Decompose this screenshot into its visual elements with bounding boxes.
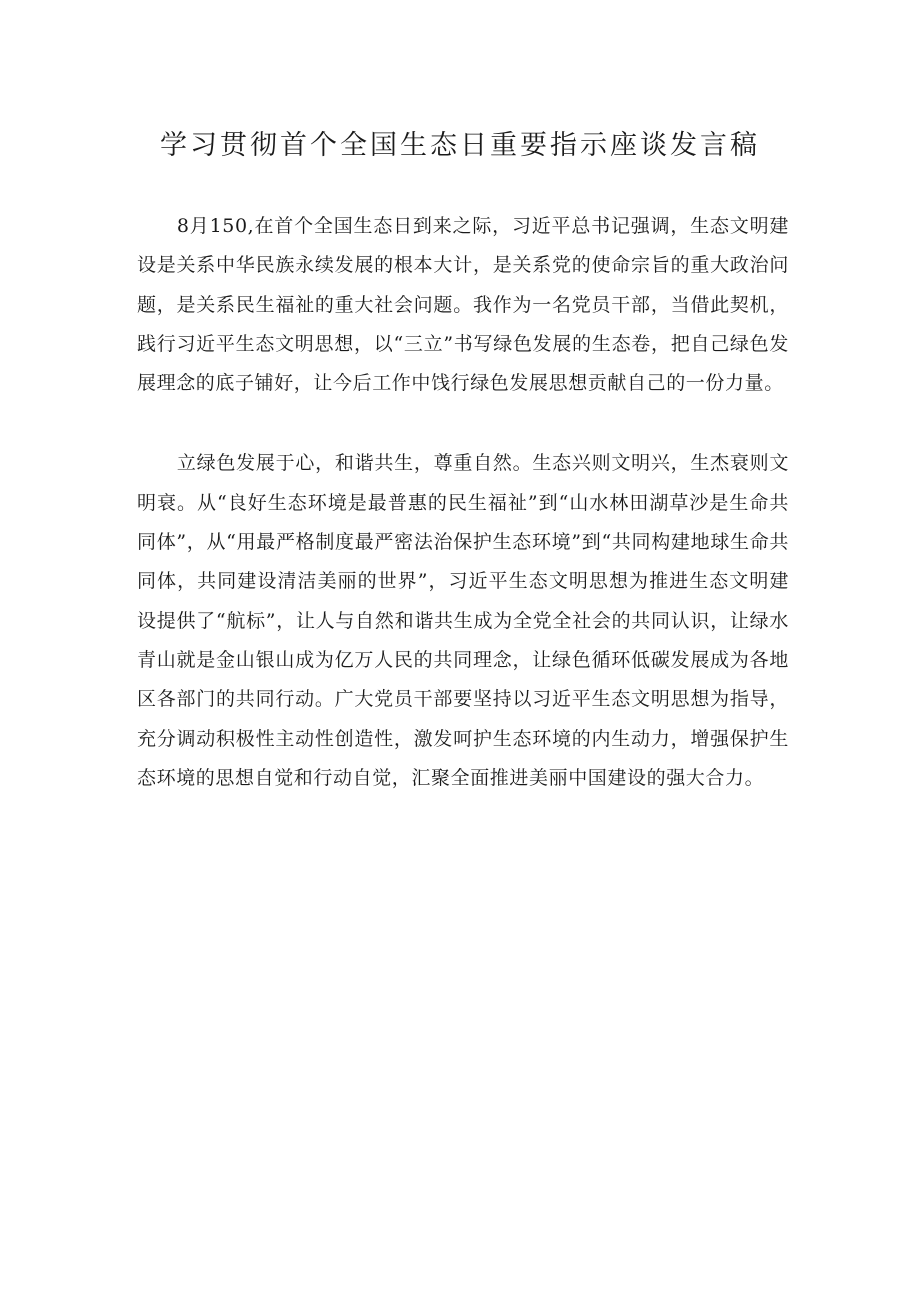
- paragraph-2: 立绿色发展于心，和谐共生，尊重自然。生态兴则文明兴，生杰衰则文明衰。从“良好生态环境是最普惠的民生福祉”到“山水林田湖草沙是生命共同体”，从“用最严格制度最严密法治保护生态环境”到“共同构建地球生命共同体，共同建设清洁美丽的世界”，习近平生态文明思想为推进生态文明建设提供了“航标”，让人与自然和谐共生成为全党全社会的共同认识，让绿水青山就是金山银山成为亿万人民的共同理念，让绿色循环低碳发展成为各地区各部门的共同行动。广大党员干部要坚持以习近平生态文明思想为指导，充分调动积极性主动性创造性，激发呵护生态环境的内生动力，增强保护生态环境的思想自觉和行动自觉，汇聚全面推进美丽中国建设的强大合力。: [137, 452, 789, 789]
- document-body: [137, 207, 789, 798]
- paragraph-1: 8月150,在首个全国生态日到来之际，习近平总书记强调，生态文明建设是关系中华民族永续发展的根本大计，是关系党的使命宗旨的重大政治问题，是关系民生福祉的重大社会问题。我作为一名党员干部，当借此契机，践行习近平生态文明思想，以“三立”书写绿色发展的生态卷，把自己绿色发展理念的底子铺好，让今后工作中饯行绿色发展思想贡献自己的一份力量。: [137, 215, 789, 395]
- document-title: 学习贯彻首个全国生态日重要指示座谈发言稿: [160, 130, 760, 161]
